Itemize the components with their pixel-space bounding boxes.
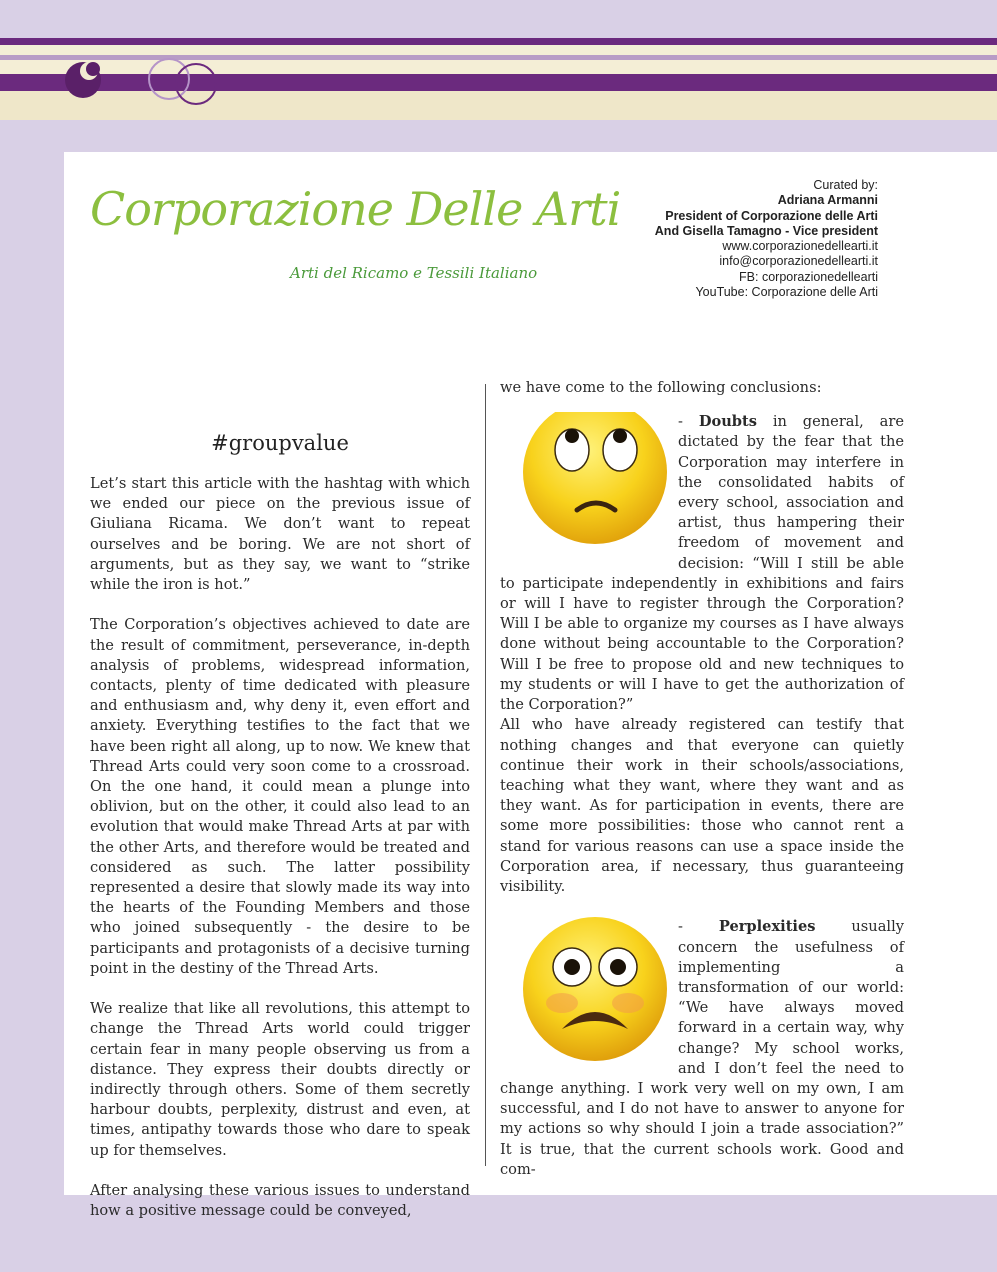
doubts-term: Doubts — [698, 413, 757, 431]
credits-block — [655, 178, 878, 300]
paragraph: Let’s start this article with the hashtag with which we ended our piece on the previous issue of Giuliana Ricama. We don’t want to repeat ourselves and be boring. We are not short of arguments, but as they say, we want to “strike while the iron is hot.” — [90, 475, 470, 594]
credits-website[interactable]: www.corporazionedellearti.it — [722, 239, 878, 254]
article-right-column — [500, 378, 904, 1200]
paragraph: The Corporation’s objectives achieved to date are the result of commitment, perseverance, in-depth analysis of problems, widespread information, contacts, plenty of time dedicated with pleasure and enthusiasm and, why deny it, even effort and anxiety. Everything testifies to the fact that we have been right all along, up to now. We knew that Thread Arts could very soon come to a crossroad. On the one hand, it could mean a plunge into oblivion, but on the other, it could also lead to an evolution that would make Thread Arts at par with the other Arts, and therefore would be treated and considered as such. The latter possibility represented a desire that slowly made its way into the hearts of the Founding Members and those who joined subsequently - the desire to be participants and protagonists of a decisive turning point in the destiny of the Thread Arts. — [90, 616, 470, 977]
doubts-text: in general, are dictated by the fear that the Corporation may interfere in the consolidated habits of every school, association and artist, thus hampering their freedom of movement and decision: “Will I still be able to participate independently in exhibitions and fairs or will I have to register through the Corporation? Will I be able to organize my courses as I have always done without being accountable to the Corporation? Will I be free to propose old and new techniques to my students or will I have to get the authorization of the Corporation?” — [500, 413, 904, 714]
header-stripe — [0, 38, 997, 45]
paragraph: All who have already registered can testify that nothing changes and that everyone can quietly continue their work in their schools/associations, teaching what they want, where they want and as they want. As for participation in events, there are some more possibilities: those who cannot rent a stand for various reasons can use a space inside the Corporation area, if necessary, thus guaranteeing visibility. — [500, 716, 904, 896]
credits-label: Curated by: — [813, 178, 878, 192]
column-divider — [485, 384, 486, 1166]
credits-facebook[interactable]: FB: corporazionedellearti — [739, 269, 878, 284]
flushed-emoji-icon — [500, 917, 678, 1067]
page-sheet — [64, 152, 997, 1220]
credits-youtube[interactable]: YouTube: Corporazione delle Arti — [695, 285, 878, 300]
credits-email[interactable]: info@corporazionedellearti.it — [719, 254, 878, 269]
perp-text: usually concern the usefulness of implementing a transformation of our world: “We have always moved forward in a certain way, why change? My school works, and I don’t feel the need to change anything. I work very well on my own, I am successful, and I do not have to answer to anyone for my actions so why should I join a trade association?” It is true, that the current schools work. Good and com- — [500, 918, 904, 1178]
perp-prefix: - — [678, 918, 719, 936]
paragraph: we have come to the following conclusions: — [500, 379, 822, 396]
article-left-column — [90, 430, 470, 1242]
credits-name: Adriana Armanni — [777, 193, 878, 208]
logo-subtitle: Arti del Ricamo e Tessili Italiano — [290, 264, 538, 282]
perp-term: Perplexities — [718, 918, 816, 936]
paragraph: We realize that like all revolutions, this attempt to change the Thread Arts world could trigger certain fear in many people observing us from a distance. They express their doubts directly or indirectly through others. Some of them secretly harbour doubts, perplexity, distrust and even, at times, antipathy towards those who dare to speak up for themselves. — [90, 1000, 470, 1159]
paragraph: After analysing these various issues to understand how a positive message could be conveyed, — [90, 1182, 470, 1220]
eyes-rolling-emoji-icon — [500, 412, 678, 562]
article-heading: #groupvalue — [211, 431, 349, 455]
moon-circles-icon — [60, 54, 230, 110]
logo-title: Corporazione Delle Arti — [90, 182, 621, 236]
credits-role-2: And Gisella Tamagno - Vice president — [654, 223, 878, 238]
credits-role-1: President of Corporazione delle Arti — [665, 208, 878, 223]
doubts-prefix: - — [678, 413, 699, 431]
